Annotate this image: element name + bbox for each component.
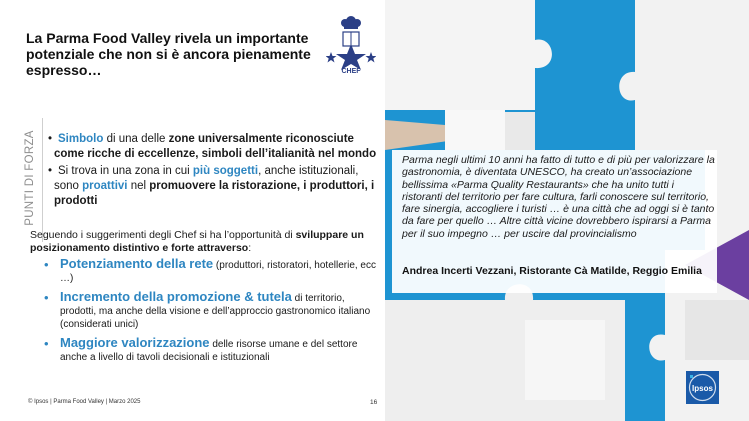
strength-item: • Si trova in una zona in cui più soggetti, anche istituzionali, sono proattivi nel promuovere la ristorazione, i produttori, i prodotti bbox=[48, 165, 375, 207]
side-label: PUNTI DI FORZA bbox=[24, 130, 36, 226]
strength-item: • Simbolo di una delle zone universalmente riconosciute come ricche di eccellenze, simboli dell’italianità nel mondo bbox=[48, 133, 377, 160]
intro-text: Seguendo i suggerimenti degli Chef si ha l’opportunità di sviluppare un posizionamento distintivo e forte attraverso: bbox=[30, 229, 364, 254]
page-number: 16 bbox=[370, 399, 378, 406]
action-item: • Potenziamento della rete (produttori, ristoratori, hotellerie, ecc …) bbox=[44, 256, 376, 284]
strengths-list bbox=[48, 132, 378, 211]
action-item: • Incremento della promozione & tutela di territorio, prodotti, ma anche della visione e dell’approccio gastronomico italiano (considerati unici) bbox=[44, 289, 371, 330]
side-divider bbox=[42, 118, 43, 242]
quote-author: Andrea Incerti Vezzani, Ristorante Cà Matilde, Reggio Emilia bbox=[402, 265, 702, 277]
chef-badge bbox=[326, 14, 376, 86]
slide-title: La Parma Food Valley rivela un importante potenziale che non si è ancora pienamente espresso… bbox=[26, 30, 311, 78]
chef-hat-icon bbox=[326, 14, 376, 70]
actions-list bbox=[44, 257, 379, 369]
action-item: • Maggiore valorizzazione delle risorse umane e del settore anche a livello di tavoli decisionali e istituzionali bbox=[44, 335, 358, 363]
quote-text: Parma negli ultimi 10 anni ha fatto di tutto e di più per valorizzare la gastronomia, è diventata UNESCO, ha creato un’associazione bellissima «Parma Quality Restaurants» che ha unito tutti i ristoranti del territorio per fare cultura, farli conoscere sul territorio, fare sinergia, accogliere i turisti … è una città che ad oggi si è tanto da fare per quello … Altre città vicine dovrebbero ispirarsi a Parma per il suo impegno … per uscire dal provincialismo bbox=[402, 154, 715, 240]
footer-text: © Ipsos | Parma Food Valley | Marzo 2025 bbox=[28, 399, 141, 405]
ipsos-logo: Ipsos bbox=[686, 371, 719, 404]
chef-label: CHEF bbox=[341, 68, 361, 75]
